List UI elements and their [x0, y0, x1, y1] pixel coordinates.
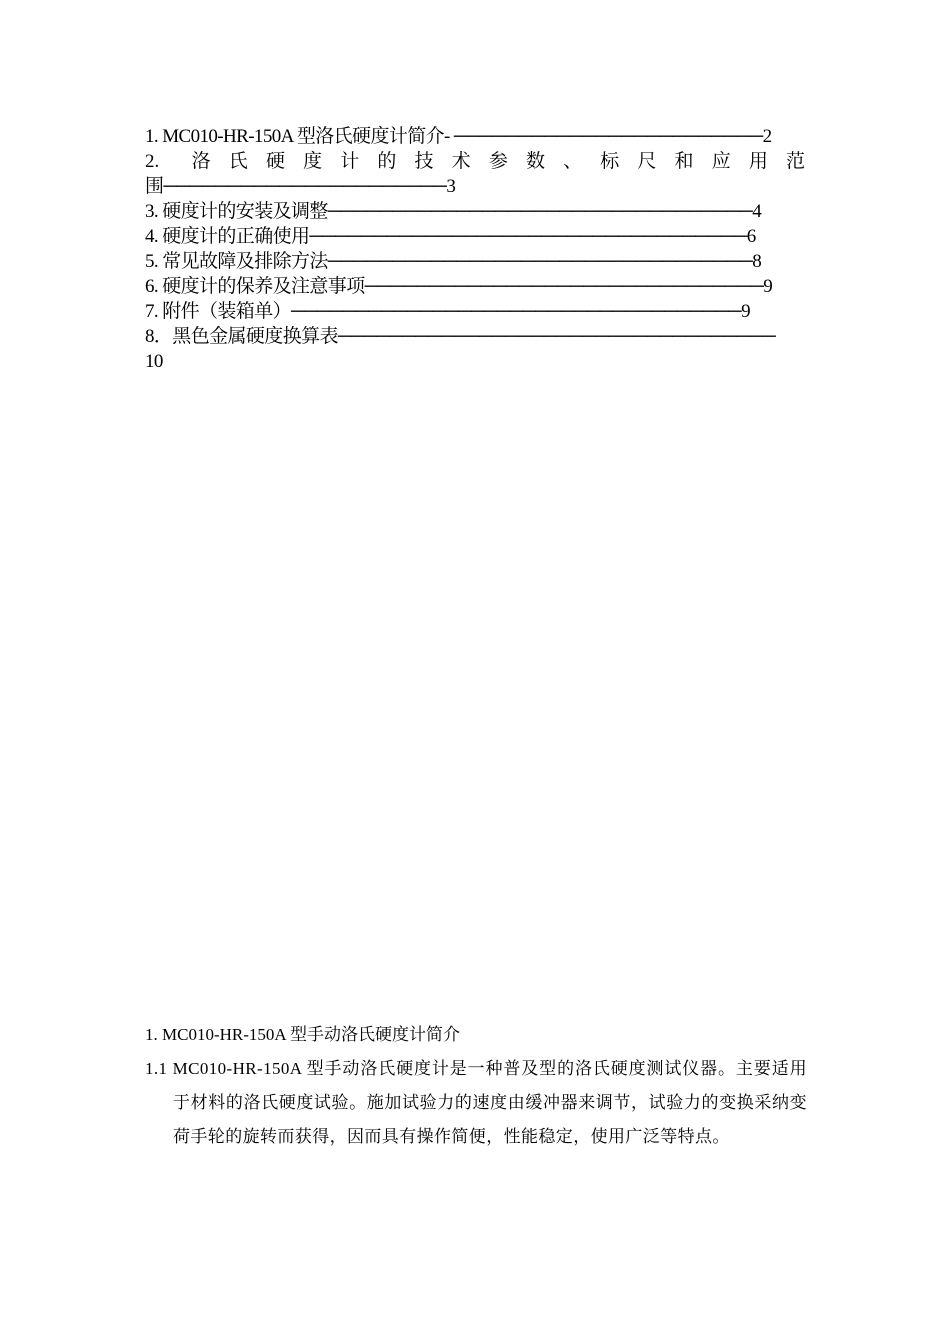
section-heading: 1. MC010-HR-150A 型手动洛氏硬度计简介 — [145, 1025, 460, 1044]
toc-entry-7: 7. 附件（装箱单）───────────────────────────────────9 — [145, 301, 751, 322]
toc-entry-3: 3. 硬度计的安装及调整─────────────────────────────────4 — [145, 201, 762, 222]
toc-entry-8: 8．黑色金属硬度换算表────────────────────────────────── — [145, 326, 776, 347]
toc-entry-2: 2. 洛 氏 硬 度 计 的 技 术 参 数 、 标 尺 和 应 用 范 — [145, 151, 805, 172]
toc-entry-1: 1. MC010-HR-150A 型洛氏硬度计简介- ────────────────────────2 — [145, 126, 772, 147]
section-paragraph: 1.1 MC010-HR-150A 型手动洛氏硬度计是一种普及型的洛氏硬度测试仪器。主要适用于材料的洛氏硬度试验。施加试验力的速度由缓冲器来调节，试验力的变换采纳变荷手轮的旋转而获得，因而具有操作简便，性能稳定，使用广泛等特点。 — [145, 1059, 807, 1146]
table-of-contents — [145, 124, 805, 374]
toc-entry-6: 6. 硬度计的保养及注意事项───────────────────────────────9 — [145, 276, 773, 297]
toc-entry-2-continued: 围──────────────────────3 — [145, 176, 456, 197]
toc-entry-5: 5. 常见故障及排除方法─────────────────────────────────8 — [145, 251, 762, 272]
intro-section — [145, 1018, 807, 1154]
toc-entry-8-page: 10 — [145, 351, 163, 372]
toc-entry-4: 4. 硬度计的正确使用──────────────────────────────────6 — [145, 226, 756, 247]
